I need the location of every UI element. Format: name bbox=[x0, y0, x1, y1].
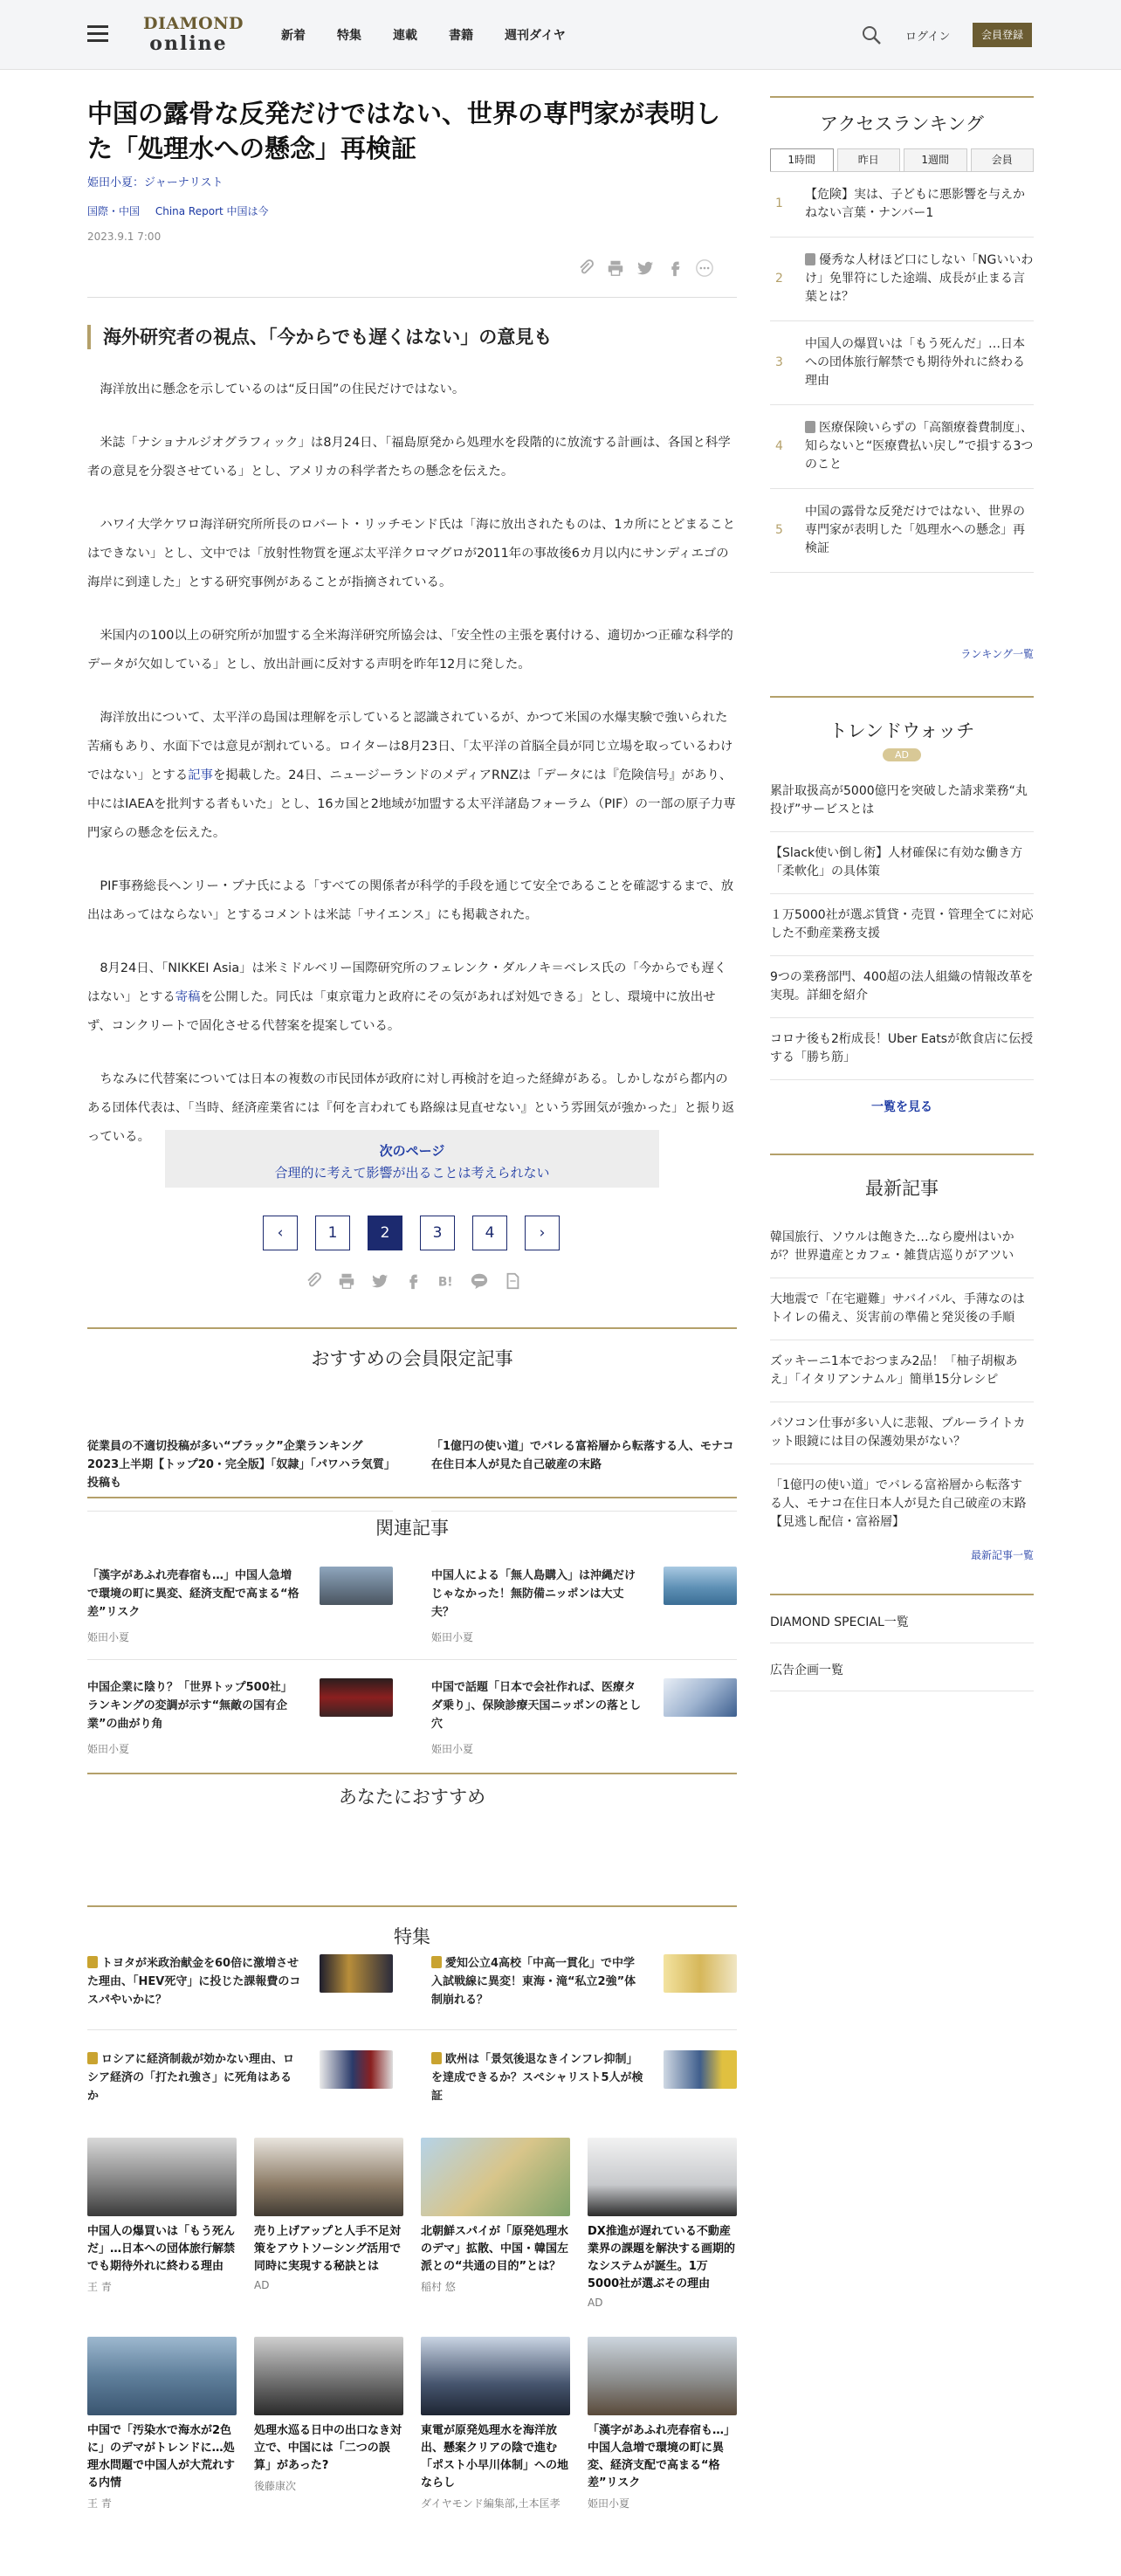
trend-heading: トレンドウォッチ bbox=[770, 696, 1034, 743]
feature-title bbox=[87, 2050, 302, 2105]
ranking-item[interactable] bbox=[770, 172, 1034, 238]
category-link[interactable]: 国際・中国 bbox=[87, 205, 141, 218]
clip-icon[interactable] bbox=[304, 1271, 323, 1291]
grid-card[interactable] bbox=[87, 2138, 237, 2294]
grid-title: 処理水巡る日中の出口なき対立で、中国には「二つの誤算」があった? bbox=[254, 2424, 402, 2472]
share-toolbar bbox=[576, 258, 714, 278]
lock-icon bbox=[431, 1956, 442, 1968]
grid-author: AD bbox=[254, 2279, 270, 2291]
page-4[interactable]: 4 bbox=[472, 1216, 507, 1250]
grid-title: 中国で「汚染水で海水が2色に」のデマがトレンドに…処理水問題で中国人が大荒れする内情 bbox=[87, 2424, 236, 2490]
article-body bbox=[87, 375, 737, 1176]
members-item[interactable]: 従業員の不適切投稿が多い“ブラック”企業ランキング2023上半期【トップ20・完全版】「奴隷」「パワハラ気質」投稿も bbox=[87, 1440, 390, 1490]
search-icon[interactable] bbox=[861, 24, 882, 45]
grid-card[interactable] bbox=[254, 2138, 403, 2291]
paragraph bbox=[87, 704, 737, 848]
paragraph: 米国内の100以上の研究所が加盟する全米海洋研究所協会は、「安全性の主張を裏付ける、適切かつ正確な科学的データが欠如している」とし、放出計画に反対する声明を昨年12月に発した。 bbox=[87, 629, 733, 672]
page-1[interactable]: 1 bbox=[315, 1216, 350, 1250]
latest-item[interactable]: パソコン仕事が多い人に悲報、ブルーライトカット眼鏡には目の保護効果がない？ bbox=[770, 1402, 1034, 1464]
trend-list bbox=[770, 770, 1034, 1080]
related-thumbnail bbox=[664, 1567, 737, 1605]
grid-title: 中国人の爆買いは「もう死んだ」…日本への団体旅行解禁でも期待外れに終わる理由 bbox=[87, 2225, 236, 2273]
lock-icon bbox=[431, 2052, 442, 2064]
trend-item[interactable]: 累計取扱高が5000億円を突破した請求業務“丸投げ”サービスとは bbox=[770, 770, 1034, 832]
next-page-label: 次のページ bbox=[379, 1143, 445, 1159]
lock-icon bbox=[805, 253, 815, 265]
trend-item[interactable]: コロナ後も2桁成長！Uber Eatsが飲食店に伝授する「勝ち筋」 bbox=[770, 1018, 1034, 1080]
rank-number: 2 bbox=[775, 271, 783, 286]
rank-title: 中国人の爆買いは「もう死んだ」…日本への団体旅行解禁でも期待外れに終わる理由 bbox=[805, 337, 1025, 388]
author-link[interactable]: 姫田小夏：ジャーナリスト bbox=[87, 176, 224, 190]
more-icon[interactable] bbox=[695, 258, 714, 278]
related-title: 中国企業に陰り？「世界トップ500社」ランキングの変調が示す“無敵の国有企業”の曲がり角 bbox=[87, 1681, 292, 1731]
latest-item[interactable]: ズッキーニ1本でおつまみ2品！「柚子胡椒あえ」「イタリアンナムル」簡単15分レシピ bbox=[770, 1340, 1034, 1402]
trend-item[interactable]: 【Slack使い倒し術】人材確保に有効な働き方「柔軟化」の具体策 bbox=[770, 832, 1034, 894]
facebook-icon[interactable] bbox=[665, 258, 684, 278]
divider bbox=[87, 297, 737, 298]
feature-text: ロシアに経済制裁が効かない理由、ロシア経済の「打たれ強さ」に死角はあるか bbox=[87, 2053, 295, 2103]
tab-yesterday[interactable]: 昨日 bbox=[837, 148, 901, 171]
publish-date: 2023.9.1 7:00 bbox=[87, 231, 162, 244]
grid-card[interactable] bbox=[87, 2337, 237, 2511]
paragraph-text: を掲載した。24日、ニュージーランドのメディアRNZは「データには『危険信号』があり、中にはIAEAを批判する者もいた」とし、16カ国と2地域が加盟する太平洋諸島フォーラム（PIF）の一部の原子力専門家らの懸念を伝えた。 bbox=[87, 768, 736, 840]
grid-title: 北朝鮮スパイが「原発処理水のデマ」拡散、中国・韓国左派との“共通の目的”とは？ bbox=[421, 2225, 569, 2273]
grid-author: AD bbox=[588, 2297, 603, 2309]
series-link[interactable]: China Report 中国は今 bbox=[155, 205, 269, 218]
related-author: 姫田小夏 bbox=[431, 1743, 474, 1755]
feature-title bbox=[431, 2050, 646, 2105]
ranking-list bbox=[770, 172, 1034, 573]
nav-new[interactable]: 新着 bbox=[281, 29, 306, 43]
features-heading: 特集 bbox=[394, 1926, 430, 1947]
ranking-more-link[interactable]: ランキング一覧 bbox=[960, 648, 1034, 660]
feature-thumbnail bbox=[320, 1954, 393, 1993]
ranking-item[interactable] bbox=[770, 321, 1034, 405]
rank-title: 中国の露骨な反発だけではない、世界の専門家が表明した「処理水への懸念」再検証 bbox=[805, 505, 1025, 555]
hatena-icon[interactable] bbox=[437, 1271, 456, 1291]
feature-title bbox=[431, 1954, 646, 2009]
grid-image bbox=[421, 2337, 570, 2415]
prev-page-icon[interactable]: ‹ bbox=[263, 1216, 298, 1250]
site-logo[interactable]: DIAMOND online bbox=[143, 14, 244, 55]
grid-image bbox=[588, 2138, 737, 2216]
grid-image bbox=[421, 2138, 570, 2216]
rank-number: 4 bbox=[775, 438, 783, 453]
paragraph: 海洋放出に懸念を示しているのは“反日国”の住民だけではない。 bbox=[100, 382, 465, 396]
related-author: 姫田小夏 bbox=[87, 1631, 130, 1643]
feature-text: 欧州は「景気後退なきインフレ抑制」を達成できるか？スペシャリスト5人が検証 bbox=[431, 2053, 643, 2103]
sidebar bbox=[770, 96, 1034, 1691]
lock-icon bbox=[805, 421, 815, 433]
grid-title: 東電が原発処理水を海洋放出、懸案クリアの陰で進む「ポスト小早川体制」への地ならし bbox=[421, 2424, 569, 2490]
next-page-button[interactable] bbox=[165, 1130, 659, 1188]
login-link[interactable]: ログイン bbox=[905, 31, 951, 44]
line-icon[interactable] bbox=[470, 1271, 489, 1291]
ranking-item[interactable] bbox=[770, 238, 1034, 321]
category-links bbox=[87, 203, 737, 218]
grid-author: ダイヤモンド編集部,土本匡孝 bbox=[421, 2497, 560, 2510]
related-section bbox=[87, 1497, 737, 1540]
grid-author: 後藤康次 bbox=[254, 2480, 297, 2492]
grid-title: 売り上げアップと人手不足対策をアウトソーシング活用で同時に実現する秘訣とは bbox=[254, 2225, 402, 2273]
paragraph-text: 海洋放出について、太平洋の島国は理解を示していると認識されているが、かつて米国の水爆実験で強いられた苦痛もあり、水面下では意見が割れている。ロイターは8月23日、「太平洋の首脳全員が同じ立場を取っているわけではない」とする bbox=[87, 711, 733, 782]
paragraph: ハワイ大学ケワロ海洋研究所所長のロバート・リッチモンド氏は「海に放出されたものは、1カ所にとどまることはできない」とし、文中では「放射性物質を運ぶ太平洋クロマグロが2011年の事故後6カ月以内にサンディエゴの海岸に到達した」とする研究事例があることが指摘されている。 bbox=[87, 518, 736, 589]
divider bbox=[87, 1659, 737, 1660]
trend-item[interactable]: １万5000社が選ぶ賃貸・売買・管理全てに対応した不動産業務支援 bbox=[770, 894, 1034, 956]
article-column bbox=[87, 96, 737, 2510]
article-title: 中国の露骨な反発だけではない、世界の専門家が表明した「処理水への懸念」再検証 bbox=[87, 99, 721, 164]
tab-members[interactable]: 会員 bbox=[971, 148, 1035, 171]
ranking-heading: アクセスランキング bbox=[770, 96, 1034, 136]
trend-item[interactable]: 9つの業務部門、400超の法人組織の情報改革を実現。詳細を紹介 bbox=[770, 956, 1034, 1018]
feature-text: トヨタが米政治献金を60倍に激増させた理由、「HEV死守」に投じた課報費のコスパやいかに？ bbox=[87, 1957, 301, 2007]
facebook-icon[interactable] bbox=[403, 1271, 423, 1291]
special-link[interactable]: DIAMOND SPECIAL一覧 bbox=[770, 1595, 1034, 1643]
grid-image bbox=[254, 2138, 403, 2216]
nav-series[interactable]: 連載 bbox=[393, 29, 417, 43]
lock-icon bbox=[87, 1956, 98, 1968]
nav-books[interactable]: 書籍 bbox=[449, 29, 473, 43]
latest-list bbox=[770, 1216, 1034, 1544]
paragraph bbox=[87, 954, 737, 1041]
paragraph: PIF事務総長ヘンリー・プナ氏による「すべての関係者が科学的手段を通じて安全であることを確認するまで、放出はあってはならない」とするコメントは米誌「サイエンス」にも掲載された。 bbox=[87, 879, 734, 922]
ranking-tabs bbox=[770, 148, 1034, 172]
related-author: 姫田小夏 bbox=[431, 1631, 474, 1643]
register-button[interactable]: 会員登録 bbox=[973, 23, 1032, 47]
features-section bbox=[87, 1905, 737, 1949]
rank-title: 医療保険いらずの「高額療養費制度」、知らないと“医療費払い戻し”で損する3つのこと bbox=[805, 421, 1034, 472]
rank-number: 3 bbox=[775, 355, 783, 369]
grid-author: 王 青 bbox=[87, 2497, 112, 2510]
nav-weekly[interactable]: 週刊ダイヤ bbox=[505, 29, 566, 43]
trend-more-link[interactable]: 一覧を見る bbox=[871, 1100, 932, 1114]
rank-title: 【危険】実は、子どもに悪影響を与えかねない言葉・ナンバー1 bbox=[805, 188, 1025, 220]
special-links bbox=[770, 1594, 1034, 1691]
related-thumbnail bbox=[320, 1567, 393, 1605]
members-item[interactable]: 「1億円の使い道」でバレる富裕層から転落する人、モナコ在住日本人が見た自己破産の末路 bbox=[431, 1440, 734, 1471]
pagination bbox=[263, 1216, 560, 1250]
grid-card[interactable] bbox=[588, 2337, 737, 2511]
feature-thumbnail bbox=[664, 1954, 737, 1993]
ranking-item[interactable] bbox=[770, 489, 1034, 573]
grid-author: 姫田小夏 bbox=[588, 2497, 630, 2510]
twitter-icon[interactable] bbox=[636, 258, 655, 278]
grid-author: 稲村 悠 bbox=[421, 2281, 456, 2293]
page-3[interactable]: 3 bbox=[420, 1216, 455, 1250]
latest-item[interactable]: 「1億円の使い道」でバレる富裕層から転落する人、モナコ在住日本人が見た自己破産の末路【見逃し配信・富裕層】 bbox=[770, 1478, 1027, 1529]
print-icon[interactable] bbox=[606, 258, 625, 278]
ad-link[interactable]: 広告企画一覧 bbox=[770, 1643, 1034, 1691]
grid-image bbox=[87, 2337, 237, 2415]
feature-title bbox=[87, 1954, 302, 2009]
grid-card[interactable] bbox=[421, 2138, 570, 2294]
related-title: 「漢字があふれ売春宿も…」中国人急増で環境の町に異変、経済支配で高まる“格差”リスク bbox=[87, 1569, 299, 1619]
latest-heading: 最新記事 bbox=[770, 1154, 1034, 1201]
related-author: 姫田小夏 bbox=[87, 1743, 130, 1755]
page-2-current[interactable]: 2 bbox=[368, 1216, 402, 1250]
related-heading: 関連記事 bbox=[375, 1518, 449, 1539]
next-page-icon[interactable]: › bbox=[525, 1216, 560, 1250]
rank-title: 優秀な人材ほど口にしない「NGいいわけ」免罪符にした途端、成長が止まる言葉とは？ bbox=[805, 253, 1034, 304]
rank-number: 5 bbox=[775, 522, 783, 537]
paragraph: 米誌「ナショナルジオグラフィック」は8月24日、「福島原発から処理水を段階的に放流する計画は、各国と科学者の意見を分裂させている」とし、アメリカの科学者たちの懸念を伝えた。 bbox=[87, 436, 731, 479]
tab-1week[interactable]: 1週間 bbox=[904, 148, 967, 171]
contribution-link[interactable]: 寄稿 bbox=[175, 990, 201, 1004]
ad-badge: AD bbox=[883, 748, 921, 761]
share-toolbar-bottom bbox=[304, 1271, 522, 1291]
divider bbox=[87, 2029, 737, 2030]
paragraph: ちなみに代替案については日本の複数の市民団体が政府に対し再検討を迫った経緯がある。しかしながら都内のある団体代表は、「当時、経済産業省には『何を言われても路線は見直せない』という雰囲気が強かった」と振り返っている。 bbox=[87, 1072, 735, 1144]
reuters-article-link[interactable]: 記事 bbox=[188, 768, 213, 782]
lock-icon bbox=[87, 2052, 98, 2064]
svg-text:B!: B! bbox=[437, 1275, 453, 1290]
members-heading: おすすめの会員限定記事 bbox=[311, 1348, 513, 1369]
for-you-heading: あなたにおすすめ bbox=[338, 1787, 486, 1808]
paragraph-text: 8月24日、「NIKKEI Asia」は米ミドルベリー国際研究所のフェレンク・ダルノキ＝ベレス氏の「今からでも遅くはない」とする bbox=[87, 961, 727, 1004]
ranking-item[interactable] bbox=[770, 405, 1034, 489]
latest-more-link[interactable]: 最新記事一覧 bbox=[970, 1549, 1034, 1561]
grid-card[interactable] bbox=[254, 2337, 403, 2493]
grid-title: DX推進が遅れている不動産業界の課題を解決する画期的なシステムが誕生。1万5000社が選ぶその理由 bbox=[588, 2225, 736, 2290]
grid-title: 「漢字があふれ売春宿も…」中国人急増で環境の町に異変、経済支配で高まる“格差”リスク bbox=[588, 2424, 736, 2490]
feature-thumbnail bbox=[664, 2050, 737, 2089]
related-title: 中国で話題「日本で会社作れば、医療タダ乗り」、保険診療天国ニッポンの落とし穴 bbox=[431, 1681, 641, 1731]
main-nav bbox=[281, 26, 597, 44]
twitter-icon[interactable] bbox=[370, 1271, 389, 1291]
grid-card[interactable] bbox=[421, 2337, 570, 2511]
latest-item[interactable]: 韓国旅行、ソウルは飽きた…なら慶州はいかが？世界遺産とカフェ・雑貨店巡りがアツい bbox=[770, 1216, 1034, 1278]
for-you-section bbox=[87, 1773, 737, 1809]
clip-icon[interactable] bbox=[576, 258, 595, 278]
related-thumbnail bbox=[320, 1678, 393, 1717]
next-page-title: 合理的に考えて影響が出ることは考えられない bbox=[274, 1165, 550, 1181]
members-section bbox=[87, 1327, 737, 1371]
grid-card[interactable] bbox=[588, 2138, 737, 2309]
rank-number: 1 bbox=[775, 196, 783, 210]
trend-badge-wrap bbox=[770, 745, 1034, 761]
print-icon[interactable] bbox=[337, 1271, 356, 1291]
tab-1hour[interactable]: 1時間 bbox=[770, 148, 834, 171]
section-heading: 海外研究者の視点、「今からでも遅くはない」の意見も bbox=[87, 325, 737, 349]
grid-image bbox=[254, 2337, 403, 2415]
grid-image bbox=[588, 2337, 737, 2415]
bookmark-icon[interactable] bbox=[503, 1271, 522, 1291]
related-thumbnail bbox=[664, 1678, 737, 1717]
latest-item[interactable]: 大地震で「在宅避難」サバイバル、手薄なのはトイレの備え、災害前の準備と発災後の手順 bbox=[770, 1278, 1034, 1340]
grid-image bbox=[87, 2138, 237, 2216]
nav-features[interactable]: 特集 bbox=[337, 29, 361, 43]
feature-text: 愛知公立4高校「中高一貫化」で中学入試戦線に異変！東海・滝“私立2強”体制崩れる？ bbox=[431, 1957, 636, 2007]
related-title: 中国人による「無人島購入」は沖縄だけじゃなかった！無防備ニッポンは大丈夫？ bbox=[431, 1569, 636, 1619]
paragraph-text: を公開した。同氏は「東京電力と政府にその気があれば対処できる」とし、環境中に放出せず、コンクリートで固化させる代替案を提案している。 bbox=[87, 990, 716, 1033]
grid-author: 王 青 bbox=[87, 2281, 112, 2293]
site-header bbox=[0, 0, 1121, 70]
feature-thumbnail bbox=[320, 2050, 393, 2089]
menu-icon[interactable] bbox=[87, 25, 108, 43]
